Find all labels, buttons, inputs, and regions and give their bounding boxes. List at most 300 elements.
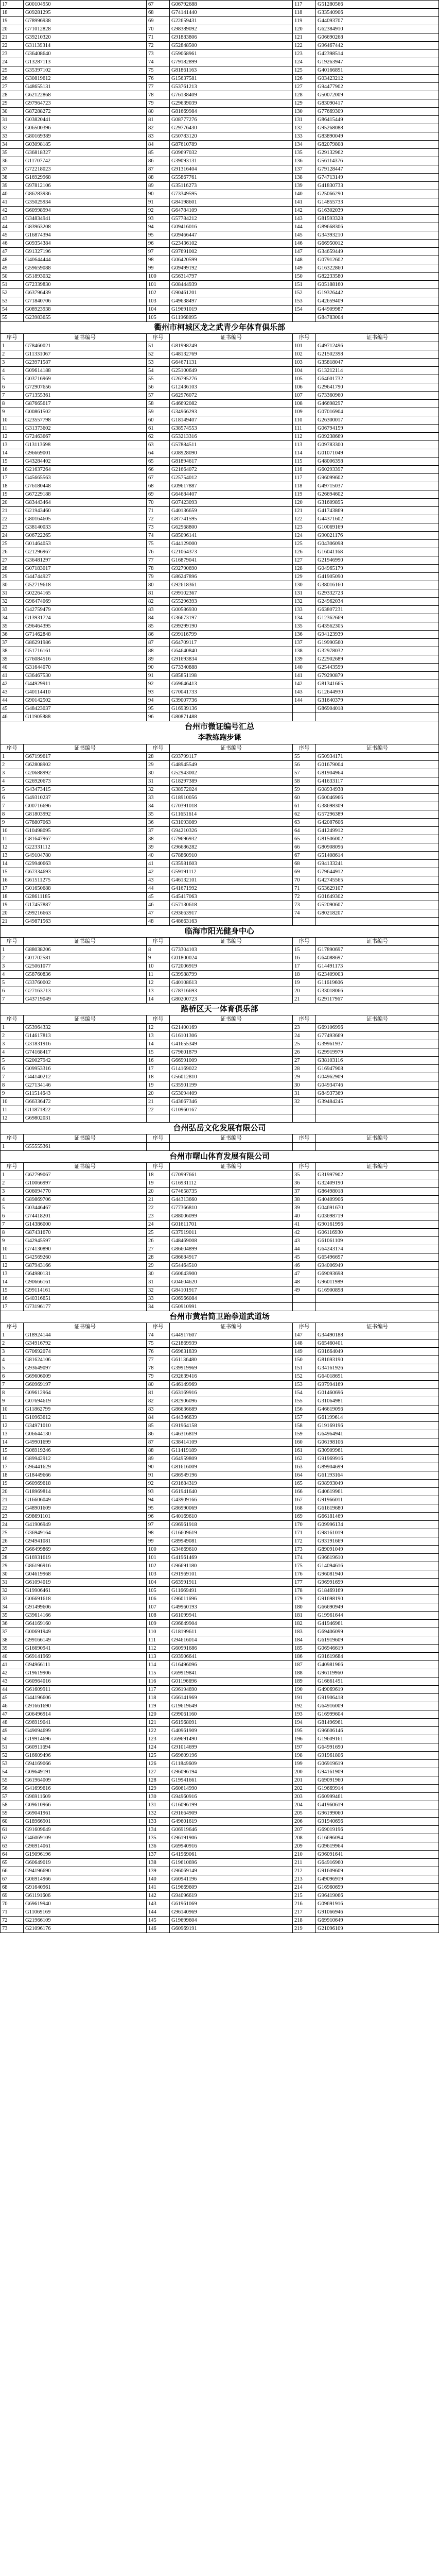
row-number: 69 [147,490,170,499]
row-number: 11 [1,1414,24,1422]
header-cert: 证书编号 [24,938,147,946]
row-number: 134 [293,614,316,622]
row-number: 147 [293,248,316,256]
row-number: 35 [1,149,24,157]
certificate-table [0,937,439,1004]
table-row [1,1504,439,1513]
table-row [1,190,439,198]
header-no: 序号 [1,1134,24,1143]
certificate-number: G97964723 [24,99,147,108]
row-number: 44 [1,697,24,705]
certificate-number: G40136659 [170,507,293,515]
row-number: 109 [293,408,316,416]
table-row [1,1719,439,1727]
row-number: 116 [147,1677,170,1686]
certificate-number: G96096194 [170,1768,293,1776]
certificate-number: G84783004 [316,314,439,322]
certificate-number: G40619961 [316,1488,439,1496]
row-number: 116 [293,466,316,474]
certificate-number: G96961918 [170,1521,293,1529]
row-number: 85 [147,622,170,631]
certificate-number: G35025934 [24,198,147,207]
row-number: 148 [293,1340,316,1348]
row-number: 70 [147,25,170,33]
certificate-number: G09691916 [316,1900,439,1908]
certificate-number: G45665563 [24,474,147,482]
row-number: 25 [293,1040,316,1048]
table-row [1,532,439,540]
row-number: 47 [147,909,170,918]
certificate-number: G27163713 [24,987,147,995]
certificate-number: G41830733 [316,182,439,190]
certificate-number: G21296967 [24,548,147,556]
row-number: 26 [1,548,24,556]
row-number: 32 [293,1098,316,1106]
certificate-number: G44371602 [316,515,439,523]
certificate-number: G58760836 [24,971,147,979]
row-number: 20 [1,909,24,918]
table-row [1,1196,439,1204]
certificate-number: G96606146 [316,1727,439,1735]
table-row [1,835,439,843]
certificate-number: G01071049 [316,449,439,457]
row-number: 5 [1,1057,24,1065]
certificate-number: G72006919 [170,962,293,971]
table-row [1,99,439,108]
table-row [1,523,439,532]
certificate-number: G16609496 [24,1752,147,1760]
certificate-number: G79644912 [316,868,439,876]
section-subtitle: 李教练跑步课 [0,733,439,744]
certificate-number: G69646413 [170,680,293,688]
row-number: 138 [293,174,316,182]
certificate-number: G29117967 [316,995,439,1004]
row-number: 38 [1,647,24,655]
certificate-number: G09783300 [316,441,439,449]
row-number: 73 [1,1925,24,1933]
row-number: 129 [293,99,316,108]
certificate-number: G91609649 [24,1826,147,1834]
certificate-number: G61511275 [24,876,147,885]
row-number: 19 [1,17,24,25]
row-number: 100 [147,273,170,281]
certificate-number: G80169389 [24,132,147,141]
row-number: 64 [293,827,316,835]
certificate-number: G55296393 [170,598,293,606]
table-row [1,132,439,141]
row-number: 34 [147,1303,170,1311]
table-row [1,1040,439,1048]
table-row [1,75,439,83]
row-number: 11 [1,1106,24,1114]
header-no: 序号 [293,1323,316,1331]
certificate-number: G24962034 [316,598,439,606]
certificate-number: G91066946 [316,1908,439,1917]
row-number: 102 [147,289,170,297]
certificate-number: G10498095 [24,827,147,835]
certificate-number: G64684407 [170,490,293,499]
section-title: 台州弘岳文化发展有限公司 [0,1123,439,1134]
certificate-number: G43909166 [170,1496,293,1504]
row-number: 117 [293,474,316,482]
row-number: 82 [147,1397,170,1405]
row-number: 199 [293,1760,316,1768]
certificate-number: G94123939 [316,631,439,639]
row-number: 25 [1,540,24,548]
certificate-table [0,1162,439,1311]
certificate-number: G53964332 [24,1024,147,1032]
certificate-number: G16879041 [170,556,293,565]
certificate-number: G23983655 [24,314,147,322]
row-number: 94 [147,223,170,231]
certificate-number: G69091960 [316,1776,439,1785]
row-number: 33 [1,606,24,614]
row-number: 77 [147,1356,170,1364]
certificate-number: G85096141 [170,532,293,540]
certificate-number: G19699604 [170,1917,293,1925]
certificate-number: G19669914 [316,1785,439,1793]
certificate-number: G33760002 [24,979,147,987]
row-number: 72 [293,893,316,901]
certificate-number: G48901609 [24,1504,147,1513]
certificate-number: G80871488 [170,713,293,721]
table-row [1,1389,439,1397]
certificate-number: G96119960 [316,1669,439,1677]
table-row [1,1455,439,1463]
table-row [1,1785,439,1793]
certificate-number: G18469169 [316,1587,439,1595]
certificate-number: G16101306 [170,1032,293,1040]
certificate-number: G66336472 [24,1098,147,1106]
row-number: 198 [293,1752,316,1760]
certificate-number: G21943460 [24,507,147,515]
table-row [1,1405,439,1414]
row-number: 61 [147,425,170,433]
certificate-number: G69019196 [316,1826,439,1834]
certificate-number: G65460401 [316,1340,439,1348]
row-number: 37 [1,1628,24,1636]
row-number: 107 [293,392,316,400]
row-number: 45 [147,893,170,901]
certificate-number: G43719049 [24,995,147,1004]
row-number: 78 [147,1364,170,1372]
row-number: 19 [147,1179,170,1188]
row-number: 187 [293,1661,316,1669]
row-number: 72 [147,42,170,50]
certificate-table [0,1015,439,1123]
certificate-number: G36949164 [24,1529,147,1537]
row-number: 5 [1,375,24,383]
row-number: 15 [1,868,24,876]
row-number: 117 [293,1,316,9]
row-number: 103 [147,1570,170,1579]
row-number: 38 [293,1196,316,1204]
row-number: 88 [147,647,170,655]
row-number: 137 [293,639,316,647]
row-number: 202 [293,1785,316,1793]
table-row [1,1106,439,1114]
certificate-number: G27134146 [24,1081,147,1090]
row-number: 129 [147,1785,170,1793]
row-number: 56 [147,383,170,392]
row-number: 7 [1,1221,24,1229]
row-number: 34 [1,141,24,149]
header-cert: 证书编号 [316,334,439,342]
certificate-number: G01649302 [316,893,439,901]
header-cert: 证书编号 [316,744,439,753]
table-row [1,573,439,581]
certificate-number: G51280566 [316,1,439,9]
row-number: 115 [147,1669,170,1677]
table-row [1,314,439,322]
row-number: 1 [1,753,24,761]
row-number: 11 [147,971,170,979]
table-row [1,248,439,256]
row-number: 6 [1,794,24,802]
certificate-number: G61968091 [170,1719,293,1727]
row-number: 27 [293,1057,316,1065]
header-no: 序号 [293,1163,316,1171]
certificate-number: G61919609 [316,1636,439,1645]
row-number: 195 [293,1727,316,1735]
row-number: 135 [147,1834,170,1842]
row-number: 61 [1,1826,24,1834]
row-number: 46 [1,713,24,721]
table-row [1,1480,439,1488]
row-number: 4 [1,1048,24,1057]
row-number: 70 [1,1900,24,1908]
certificate-number: G49104780 [24,852,147,860]
row-number: 61 [293,802,316,810]
row-number: 50 [1,1735,24,1743]
row-number: 18 [147,1171,170,1179]
header-cert: 证书编号 [170,744,293,753]
row-number: 2 [1,954,24,962]
certificate-number: G14386000 [24,1221,147,1229]
row-number: 62 [147,433,170,441]
header-cert: 证书编号 [24,1015,147,1024]
certificate-number: G39614166 [24,1612,147,1620]
header-no: 序号 [147,1015,170,1024]
row-number: 8 [1,1389,24,1397]
row-number: 142 [147,1892,170,1900]
certificate-number: G22659431 [170,17,293,25]
row-number: 53 [1,297,24,306]
certificate-number [316,1295,439,1303]
table-row [1,753,439,761]
certificate-number: G71840706 [24,297,147,306]
certificate-number: G87943166 [24,1262,147,1270]
row-number: 27 [1,83,24,91]
header-no: 序号 [147,334,170,342]
certificate-number: G79601879 [170,1048,293,1057]
table-row [1,375,439,383]
table-row [1,1212,439,1221]
header-no: 序号 [1,1163,24,1171]
row-number: 12 [1,1114,24,1123]
certificate-number: G10066997 [24,1179,147,1188]
row-number: 9 [1,1090,24,1098]
certificate-number: G55867761 [170,174,293,182]
row-number: 14 [1,1278,24,1286]
row-number: 28 [293,1065,316,1073]
row-number: 131 [293,589,316,598]
table-row [1,581,439,589]
certificate-number: G96069149 [170,1867,293,1875]
row-number: 87 [147,639,170,647]
certificate-number: G53213316 [170,433,293,441]
row-number: 68 [147,9,170,17]
certificate-number: G62968800 [170,523,293,532]
certificate-number: G21064373 [170,548,293,556]
row-number: 119 [293,17,316,25]
row-number: 68 [293,860,316,868]
row-number: 13 [1,1430,24,1438]
certificate-number: G26795276 [170,375,293,383]
certificate-number: G35818047 [316,359,439,367]
certificate-number: G86949196 [170,1471,293,1480]
certificate-number: G36481297 [24,556,147,565]
row-number: 39 [147,843,170,852]
certificate-number: G06420599 [170,256,293,264]
row-number: 95 [147,231,170,240]
row-number: 155 [293,1397,316,1405]
table-row [1,1,439,9]
header-cert: 证书编号 [170,1163,293,1171]
table-row [1,108,439,116]
table-row [1,565,439,573]
row-number: 18 [147,1073,170,1081]
table-row [1,1204,439,1212]
row-number: 12 [1,843,24,852]
certificate-number: G49310237 [24,794,147,802]
certificate-number: G34393210 [316,231,439,240]
certificate-number: G99061160 [170,1710,293,1719]
certificate-number: G31644070 [24,664,147,672]
row-number: 53 [1,1760,24,1768]
row-number: 3 [1,1040,24,1048]
table-row [1,1303,439,1311]
certificate-number: G69919841 [170,1669,293,1677]
row-number: 104 [147,306,170,314]
certificate-number: G82906096 [170,1397,293,1405]
table-row [1,1554,439,1562]
row-number: 118 [293,482,316,490]
row-number: 18 [293,971,316,979]
certificate-number: G04965179 [316,565,439,573]
certificate-number: G23971587 [24,359,147,367]
certificate-number: G64169160 [24,1620,147,1628]
certificate-number: G72463667 [24,433,147,441]
table-row [1,1488,439,1496]
row-number: 77 [147,83,170,91]
certificate-number: G21096176 [24,1925,147,1933]
certificate-number: G92639416 [170,1372,293,1381]
row-number: 27 [1,556,24,565]
certificate-number: G40166891 [316,66,439,75]
row-number: 42 [1,680,24,688]
certificate-number: G60941196 [170,1875,293,1884]
row-number: 124 [147,1743,170,1752]
row-number: 91 [147,672,170,680]
certificate-number: G08923938 [24,306,147,314]
table-row [1,1628,439,1636]
section-title: 台州市黄岩简卫跆拳道武道场 [0,1311,439,1323]
table-row [1,1171,439,1179]
certificate-number: G22902689 [316,655,439,664]
row-number: 23 [293,1024,316,1032]
certificate-number: G13931724 [24,614,147,622]
table-row [1,289,439,297]
row-number: 73 [147,523,170,532]
table-row [1,1875,439,1884]
certificate-number: G57296389 [316,810,439,819]
certificate-number: G11905888 [24,713,147,721]
table-row [1,1892,439,1900]
certificate-number: G61619680 [316,1504,439,1513]
row-number: 42 [1,207,24,215]
table-row [1,507,439,515]
table-row [1,614,439,622]
row-number: 79 [147,1372,170,1381]
certificate-number: G99102367 [170,589,293,598]
certificate-number [316,713,439,721]
table-row [1,672,439,680]
row-number: 64 [147,449,170,457]
certificate-number: G04934746 [316,1081,439,1090]
row-number: 153 [293,297,316,306]
certificate-number: G91684319 [170,1480,293,1488]
row-number [147,1143,170,1151]
certificate-number: G79182899 [170,58,293,66]
row-number: 9 [1,819,24,827]
table-row [1,802,439,810]
certificate-number: G44313660 [170,1196,293,1204]
certificate-number: G99166149 [24,1636,147,1645]
table-row [1,1620,439,1628]
row-number: 82 [147,598,170,606]
certificate-number: G34669610 [170,1546,293,1554]
certificate-number: G56314797 [170,273,293,281]
table-row [1,954,439,962]
row-number: 135 [293,622,316,631]
row-number: 83 [147,132,170,141]
certificate-number: G51893032 [24,273,147,281]
certificate-number: G43473415 [24,786,147,794]
certificate-number: G06919246 [24,1447,147,1455]
row-number: 66 [147,466,170,474]
certificate-number: G44744927 [24,573,147,581]
table-row [1,1521,439,1529]
certificate-number: G66991009 [170,1057,293,1065]
certificate-number: G41946961 [316,1620,439,1628]
certificate-number: G78460021 [24,342,147,350]
row-number: 20 [147,1090,170,1098]
row-number: 72 [147,515,170,523]
row-number: 48 [147,918,170,926]
row-number: 71 [147,33,170,42]
row-number: 142 [293,680,316,688]
row-number: 52 [1,1752,24,1760]
certificate-number: G79128447 [316,165,439,174]
row-number: 60 [147,416,170,425]
row-number: 183 [293,1628,316,1636]
certificate-number: G39484245 [316,1098,439,1106]
row-number [293,705,316,713]
row-number: 145 [293,231,316,240]
row-number: 119 [147,1702,170,1710]
certificate-number: G94096619 [170,1892,293,1900]
